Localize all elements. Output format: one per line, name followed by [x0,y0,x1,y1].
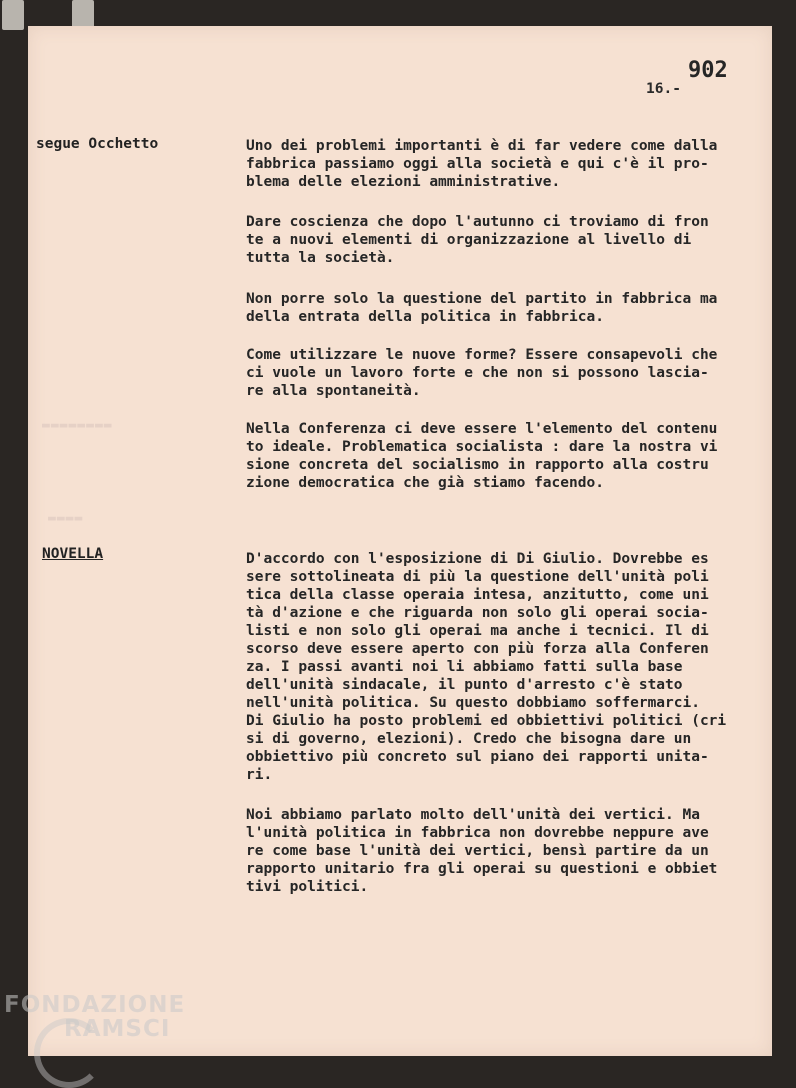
paragraph: Nella Conferenza ci deve essere l'elemento del contenu to ideale. Problematica socialista : dare la nostra vi sione concreta del socialismo in rapporto alla costru zione democratica che già stiamo facendo. [246,421,718,491]
paragraph: Non porre solo la questione del partito in fabbrica ma della entrata della politica in fabbrica. [246,291,718,325]
sheet-number: 16.- [646,81,681,97]
paragraph: Dare coscienza che dopo l'autunno ci troviamo di fron te a nuovi elementi di organizzazione al livello di tutta la società. [246,214,709,266]
paragraph: Noi abbiamo parlato molto dell'unità dei vertici. Ma l'unità politica in fabbrica non dovrebbe neppure ave re come base l'unità dei vertici, bensì partire da un rapporto unitario fra gli operai su questioni e obbiet tivi politici. [246,807,718,895]
binder-clip-left [2,0,24,30]
watermark-line1: FONDAZIONE [4,992,186,1018]
speaker-novella: NOVELLA [42,546,104,562]
watermark-line2: RAMSCI [64,1016,171,1042]
paragraph: D'accordo con l'esposizione di Di Giulio. Dovrebbe es sere sottolineata di più la questione dell'unità poli tica della classe operaia intesa, anzitutto, come uni tà d'azione e che riguarda non solo gli operai socia- listi e non solo gli operai ma anche i tecnici. Il di scorso deve essere aperto con più forza alla Conferen za. I passi avanti noi li abbiamo fatti sulla base dell'unità sindacale, il punto d'arresto c'è stato nell'unità politica. Su questo dobbiamo soffermarci. Di Giulio ha posto problemi ed obbiettivi politici (cri si di governo, elezioni). Credo che bisogna dare un obbiettivo più concreto sul piano dei rapporti unita- ri. [246,551,727,783]
watermark-logo [4,992,185,1042]
paragraph: Uno dei problemi importanti è di far vedere come dalla fabbrica passiamo oggi alla società e qui c'è il pro- blema delle elezioni amministrative. [246,138,718,190]
speaker-occhetto: segue Occhetto [36,136,159,152]
page-number: 902 [688,58,728,83]
paragraph: Come utilizzare le nuove forme? Essere consapevoli che ci vuole un lavoro forte e che non si possono lascia- re alla spontaneità. [246,347,718,399]
bleed-through-text: ▬▬▬▬▬▬▬▬ [42,418,113,433]
bleed-through-text: ▬▬▬▬ [48,511,84,526]
